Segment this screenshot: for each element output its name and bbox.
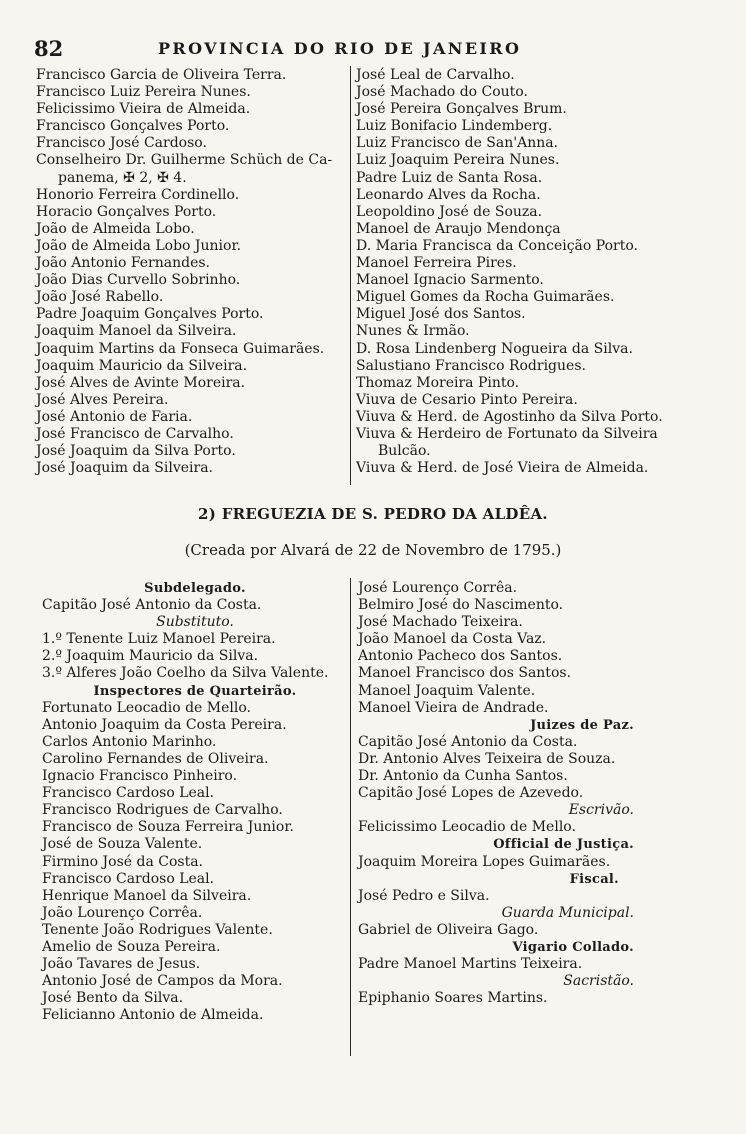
substituto-heading: Substituto. — [156, 614, 234, 631]
vigario-heading: Vigario Collado. — [512, 939, 634, 955]
list-item: Viuva & Herd. de José Vieira de Almeida. — [356, 460, 649, 477]
list-item: Carolino Fernandes de Oliveira. — [42, 750, 269, 767]
guarda-heading: Guarda Municipal. — [501, 904, 634, 921]
column-divider — [350, 66, 351, 485]
list-item: José de Souza Valente. — [42, 836, 203, 853]
list-item: Felicianno Antonio de Almeida. — [42, 1007, 264, 1024]
list-item: José Leal de Carvalho. — [356, 67, 515, 83]
list-item: José Francisco de Carvalho. — [36, 425, 234, 442]
list-item: José Joaquim da Silveira. — [36, 460, 213, 477]
list-item: Leonardo Alves da Rocha. — [356, 186, 541, 203]
list-item: Padre Joaquim Gonçalves Porto. — [36, 306, 264, 323]
list-item: Capitão José Lopes de Azevedo. — [358, 785, 584, 802]
list-item: 3.º Alferes João Coelho da Silva Valente. — [42, 665, 329, 682]
fiscal-name: José Pedro e Silva. — [358, 887, 490, 904]
officials-list-left — [42, 580, 348, 1024]
list-item: Viuva & Herd. de Agostinho da Silva Porto. — [356, 408, 663, 425]
list-item: José Lourenço Corrêa. — [358, 580, 518, 596]
list-item: Luiz Bonifacio Lindemberg. — [356, 118, 553, 135]
list-item: Honorio Ferreira Cordinello. — [36, 186, 240, 203]
fiscal-heading: Fiscal. — [569, 871, 619, 887]
list-item: D. Maria Francisca da Conceição Porto. — [356, 237, 639, 254]
list-item: José Bento da Silva. — [42, 990, 184, 1007]
list-item: Francisco de Souza Ferreira Junior. — [42, 819, 294, 836]
list-item: Henrique Manoel da Silveira. — [42, 887, 252, 904]
escrivao-heading: Escrivão. — [568, 802, 634, 819]
name-list-left — [36, 67, 348, 477]
list-item: Francisco Cardoso Leal. — [42, 870, 215, 887]
list-item-continuation: panema, ✠ 2, ✠ 4. — [58, 169, 187, 186]
official-heading: Official de Justiça. — [493, 837, 634, 853]
list-item: Dr. Antonio da Cunha Santos. — [358, 768, 568, 785]
running-title: PROVINCIA DO RIO DE JANEIRO — [158, 39, 522, 58]
page-number: 82 — [34, 36, 64, 61]
list-item: José Pereira Gonçalves Brum. — [356, 101, 567, 118]
list-item: 1.º Tenente Luiz Manoel Pereira. — [42, 631, 276, 648]
list-item: Francisco Luiz Pereira Nunes. — [36, 84, 251, 101]
list-item: José Alves de Avinte Moreira. — [36, 374, 246, 391]
page-header — [34, 36, 706, 62]
official-name: Joaquim Moreira Lopes Guimarães. — [358, 853, 611, 870]
list-item: João Manoel da Costa Vaz. — [358, 631, 547, 648]
list-item: Leopoldino José de Souza. — [356, 203, 543, 220]
list-item: Francisco Gonçalves Porto. — [36, 118, 230, 135]
list-item: Viuva de Cesario Pinto Pereira. — [356, 391, 578, 408]
list-item: Nunes & Irmão. — [356, 323, 470, 340]
list-item: Manoel Vieira de Andrade. — [358, 699, 549, 716]
section-title: 2) FREGUEZIA DE S. PEDRO DA ALDÊA. — [198, 505, 548, 523]
list-item: Luiz Joaquim Pereira Nunes. — [356, 152, 560, 169]
list-item: Capitão José Antonio da Costa. — [358, 733, 578, 750]
list-item: Amelio de Souza Pereira. — [42, 938, 221, 955]
list-item: Manoel de Araujo Mendonça — [356, 220, 561, 237]
list-item: Antonio Pacheco dos Santos. — [358, 648, 563, 665]
list-item: Francisco Rodrigues de Carvalho. — [42, 802, 283, 819]
list-item: Francisco Cardoso Leal. — [42, 785, 215, 802]
list-item: Antonio José de Campos da Mora. — [42, 973, 283, 990]
list-item: D. Rosa Lindenberg Nogueira da Silva. — [356, 340, 633, 357]
list-item: Joaquim Mauricio da Silveira. — [36, 357, 248, 374]
list-item: José Joaquim da Silva Porto. — [36, 443, 236, 460]
list-item: Thomaz Moreira Pinto. — [356, 374, 520, 391]
list-item: Luiz Francisco de San'Anna. — [356, 135, 559, 152]
list-item: Joaquim Manoel da Silveira. — [36, 323, 237, 340]
sacristao-name: Epiphanio Soares Martins. — [358, 990, 548, 1007]
list-item: Manoel Francisco dos Santos. — [358, 665, 572, 682]
guarda-name: Gabriel de Oliveira Gago. — [358, 921, 539, 938]
list-item: Firmino José da Costa. — [42, 853, 203, 870]
list-item: Fortunato Leocadio de Mello. — [42, 699, 252, 716]
inspectores-heading: Inspectores de Quarteirão. — [93, 683, 297, 699]
list-item: Francisco José Cardoso. — [36, 135, 207, 152]
list-item: João de Almeida Lobo Junior. — [36, 237, 242, 254]
sacristao-heading: Sacristão. — [563, 973, 634, 990]
list-item: José Antonio de Faria. — [36, 408, 193, 425]
list-item: Salustiano Francisco Rodrigues. — [356, 357, 586, 374]
list-item: Carlos Antonio Marinho. — [42, 733, 217, 750]
list-item: Ignacio Francisco Pinheiro. — [42, 768, 238, 785]
list-item: João de Almeida Lobo. — [36, 220, 195, 237]
list-item: Francisco Garcia de Oliveira Terra. — [36, 67, 287, 83]
list-item: João Tavares de Jesus. — [42, 956, 201, 973]
list-item: 2.º Joaquim Mauricio da Silva. — [42, 648, 259, 665]
juizes-heading: Juizes de Paz. — [530, 717, 634, 733]
list-item: José Machado do Couto. — [356, 84, 528, 101]
list-item: João José Rabello. — [36, 289, 164, 306]
list-item: Manoel Ignacio Sarmento. — [356, 272, 544, 289]
name-list-right — [356, 67, 706, 477]
list-item: José Alves Pereira. — [36, 391, 169, 408]
list-item: João Dias Curvello Sobrinho. — [36, 272, 241, 289]
list-item: Joaquim Martins da Fonseca Guimarães. — [36, 340, 325, 357]
escrivao-name: Felicissimo Leocadio de Mello. — [358, 819, 576, 836]
list-item: Tenente João Rodrigues Valente. — [42, 921, 273, 938]
section-subtitle: (Creada por Alvará de 22 de Novembro de 1795.) — [184, 541, 562, 559]
subdelegado-name: Capitão José Antonio da Costa. — [42, 597, 262, 614]
list-item: Dr. Antonio Alves Teixeira de Souza. — [358, 750, 616, 767]
subdelegado-heading: Subdelegado. — [144, 581, 246, 596]
list-item: João Lourenço Corrêa. — [42, 904, 203, 921]
list-item: Antonio Joaquim da Costa Pereira. — [42, 716, 287, 733]
vigario-name: Padre Manoel Martins Teixeira. — [358, 956, 583, 973]
column-divider — [350, 578, 351, 1056]
list-item: Horacio Gonçalves Porto. — [36, 203, 217, 220]
list-item: João Antonio Fernandes. — [36, 255, 211, 272]
list-item: Viuva & Herdeiro de Fortunato da Silveira — [356, 425, 658, 442]
list-item: Conselheiro Dr. Guilherme Schüch de Ca- — [36, 152, 333, 169]
list-item: Manoel Joaquim Valente. — [358, 682, 536, 699]
list-item-continuation: Bulcão. — [378, 443, 431, 460]
list-item: Padre Luiz de Santa Rosa. — [356, 169, 543, 186]
list-item: Miguel José dos Santos. — [356, 306, 526, 323]
list-item: José Machado Teixeira. — [358, 614, 523, 631]
list-item: Manoel Ferreira Pires. — [356, 255, 517, 272]
list-item: Belmiro José do Nascimento. — [358, 597, 564, 614]
list-item: Felicissimo Vieira de Almeida. — [36, 101, 251, 118]
list-item: Miguel Gomes da Rocha Guimarães. — [356, 289, 615, 306]
officials-list-right — [358, 580, 704, 1007]
